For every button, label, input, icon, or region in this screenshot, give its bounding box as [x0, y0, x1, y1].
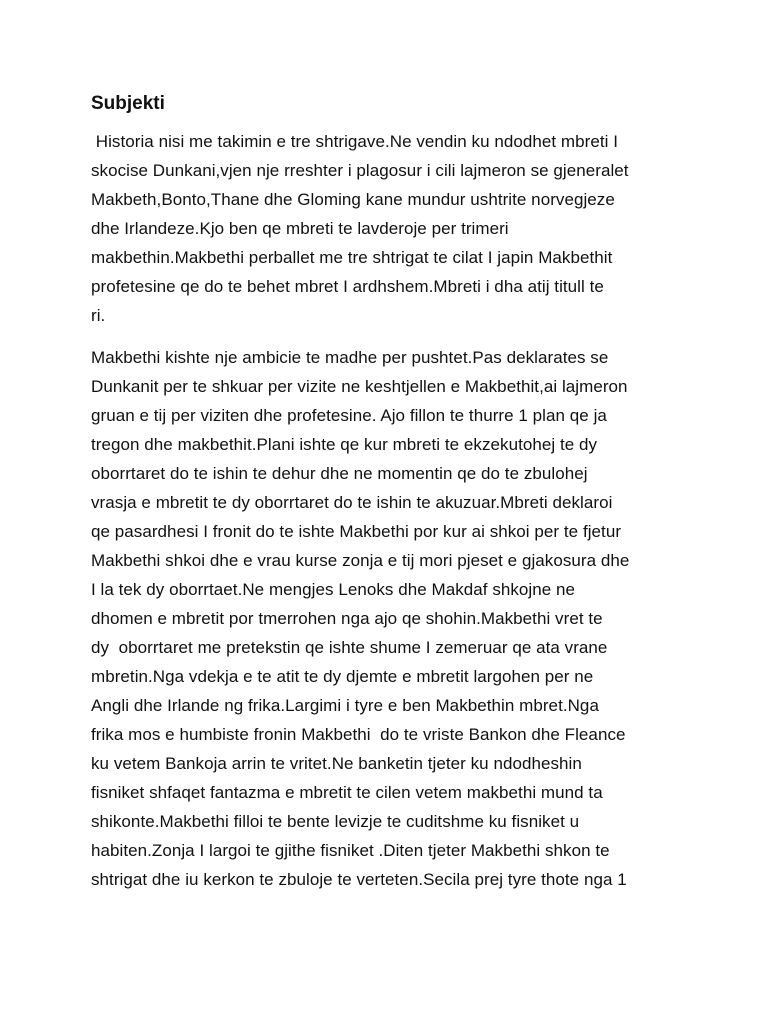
- paragraph-line: Historia nisi me takimin e tre shtrigave.Ne vendin ku ndodhet mbreti I: [91, 132, 619, 151]
- paragraph-line: shtrigat dhe iu kerkon te zbuloje te verteten.Secila prej tyre thote nga 1: [91, 870, 627, 889]
- paragraph-2: [91, 343, 687, 894]
- paragraph-line: shikonte.Makbethi filloi te bente levizje te cuditshme ku fisniket u: [91, 812, 580, 831]
- paragraph-line: skocise Dunkani,vjen nje rreshter i plagosur i cili lajmeron se gjeneralet: [91, 161, 629, 180]
- paragraph-line: Makbethi kishte nje ambicie te madhe per pushtet.Pas deklarates se: [91, 348, 609, 367]
- paragraph-line: ri.: [91, 306, 106, 325]
- paragraph-line: tregon dhe makbethit.Plani ishte qe kur mbreti te ekzekutohej te dy: [91, 435, 598, 454]
- paragraph-line: ku vetem Bankoja arrin te vritet.Ne banketin tjeter ku ndodheshin: [91, 754, 582, 773]
- paragraph-line: I la tek dy oborrtaet.Ne mengjes Lenoks dhe Makdaf shkojne ne: [91, 580, 576, 599]
- paragraph-line: gruan e tij per viziten dhe profetesine. Ajo fillon te thurre 1 plan qe ja: [91, 406, 607, 425]
- paragraph-line: Makbethi shkoi dhe e vrau kurse zonja e tij mori pjeset e gjakosura dhe: [91, 551, 630, 570]
- paragraph-line: dhe Irlandeze.Kjo ben qe mbreti te lavderoje per trimeri: [91, 219, 509, 238]
- paragraph-line: fisniket shfaqet fantazma e mbretit te cilen vetem makbethi mund ta: [91, 783, 603, 802]
- paragraph-line: dhomen e mbretit por tmerrohen nga ajo qe shohin.Makbethi vret te: [91, 609, 603, 628]
- paragraph-line: Angli dhe Irlande ng frika.Largimi i tyre e ben Makbethin mbret.Nga: [91, 696, 599, 715]
- section-heading: Subjekti: [91, 93, 165, 114]
- paragraph-1: [91, 127, 687, 330]
- paragraph-line: mbretin.Nga vdekja e te atit te dy djemte e mbretit largohen per ne: [91, 667, 594, 686]
- paragraph-line: makbethin.Makbethi perballet me tre shtrigat te cilat I japin Makbethit: [91, 248, 613, 267]
- paragraph-line: dy oborrtaret me pretekstin qe ishte shume I zemeruar qe ata vrane: [91, 638, 608, 657]
- paragraph-line: habiten.Zonja I largoi te gjithe fisniket .Diten tjeter Makbethi shkon te: [91, 841, 610, 860]
- paragraph-line: oborrtaret do te ishin te dehur dhe ne momentin qe do te zbulohej: [91, 464, 588, 483]
- paragraph-line: Dunkanit per te shkuar per vizite ne keshtjellen e Makbethit,ai lajmeron: [91, 377, 628, 396]
- document-body: [91, 91, 687, 907]
- paragraph-line: Makbeth,Bonto,Thane dhe Gloming kane mundur ushtrite norvegjeze: [91, 190, 615, 209]
- paragraph-line: profetesine qe do te behet mbret I ardhshem.Mbreti i dha atij titull te: [91, 277, 604, 296]
- paragraph-line: frika mos e humbiste fronin Makbethi do te vriste Bankon dhe Fleance: [91, 725, 626, 744]
- paragraph-line: vrasja e mbretit te dy oborrtaret do te ishin te akuzuar.Mbreti deklaroi: [91, 493, 613, 512]
- paragraph-line: qe pasardhesi I fronit do te ishte Makbethi por kur ai shkoi per te fjetur: [91, 522, 622, 541]
